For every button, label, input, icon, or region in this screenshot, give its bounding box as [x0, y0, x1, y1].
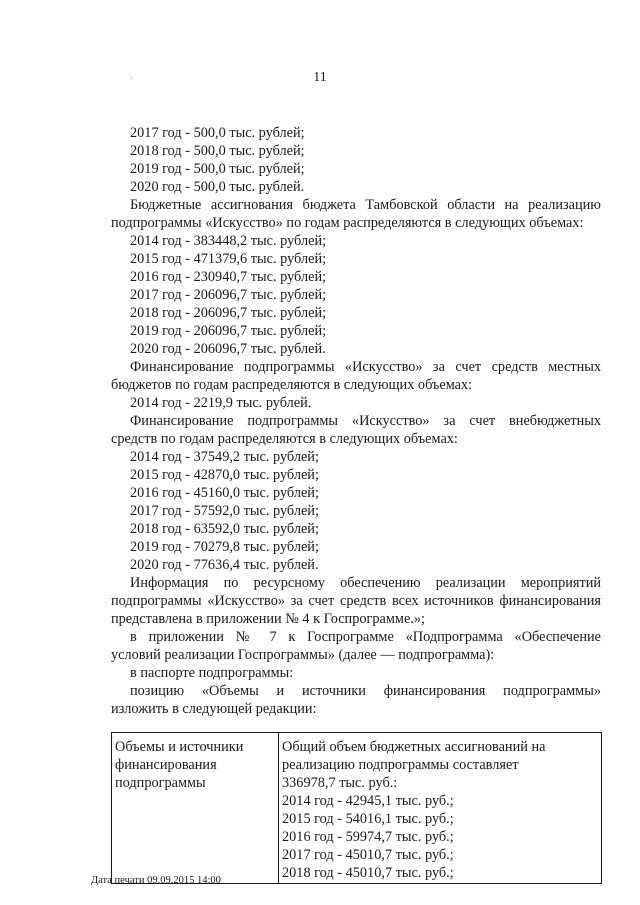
funding-line: 2019 год - 500,0 тыс. рублей;: [130, 161, 305, 177]
paragraph-line: средств по годам распределяются в следующих объемах:: [111, 431, 458, 447]
scan-mark: ·: [130, 74, 133, 83]
funding-line: 2018 год - 500,0 тыс. рублей;: [130, 143, 305, 159]
funding-line: 2014 год - 2219,9 тыс. рублей.: [130, 395, 312, 411]
table-label-line: подпрограммы: [115, 775, 206, 791]
table-value-line: 2014 год - 42945,1 тыс. руб.;: [282, 793, 454, 809]
table-value-line: 2018 год - 45010,7 тыс. руб.;: [282, 865, 454, 881]
funding-line: 2016 год - 230940,7 тыс. рублей;: [130, 269, 327, 285]
paragraph-line: Финансирование подпрограммы «Искусство» за счет внебюджетных: [130, 413, 601, 429]
paragraph-line: позицию «Объемы и источники финансирования подпрограммы»: [130, 683, 601, 699]
paragraph-line: условий реализации Госпрограммы» (далее — подпрограмма):: [111, 647, 495, 663]
paragraph-line: Финансирование подпрограммы «Искусство» за счет средств местных: [130, 359, 601, 375]
table-label-line: Объемы и источники: [115, 739, 244, 755]
funding-line: 2014 год - 383448,2 тыс. рублей;: [130, 233, 327, 249]
table-value-line: Общий объем бюджетных ассигнований на: [282, 739, 546, 755]
funding-line: 2020 год - 206096,7 тыс. рублей.: [130, 341, 326, 357]
funding-list-top: [111, 124, 601, 196]
funding-line: 2016 год - 45160,0 тыс. рублей;: [130, 485, 319, 501]
paragraph-extra-budget: [111, 412, 601, 448]
table-value-line: 2015 год - 54016,1 тыс. руб.;: [282, 811, 454, 827]
document-body: [111, 124, 601, 884]
paragraph-appendix-7: [111, 628, 601, 664]
table-row: [112, 733, 602, 884]
paragraph-line: Бюджетные ассигнования бюджета Тамбовской области на реализацию: [130, 197, 601, 213]
paragraph-position: [111, 682, 601, 718]
paragraph-line: бюджетов по годам распределяются в следующих объемах:: [111, 377, 473, 393]
funding-line: 2015 год - 42870,0 тыс. рублей;: [130, 467, 319, 483]
table-value-line: 336978,7 тыс. руб.:: [282, 775, 398, 791]
paragraph-line: в приложении № 7 к Госпрограмме «Подпрограмма «Обеспечение: [130, 629, 601, 645]
table-value-line: 2017 год - 45010,7 тыс. руб.;: [282, 847, 454, 863]
paragraph-line: представлена в приложении № 4 к Госпрограмме.»;: [111, 611, 425, 627]
paragraph-resource-info: [111, 574, 601, 628]
table-value-line: реализацию подпрограммы составляет: [282, 757, 519, 773]
page-number: 11: [313, 70, 327, 85]
funding-line: 2019 год - 206096,7 тыс. рублей;: [130, 323, 327, 339]
paragraph-line: изложить в следующей редакции:: [111, 701, 317, 717]
funding-line: 2017 год - 206096,7 тыс. рублей;: [130, 287, 327, 303]
paragraph-line: подпрограммы «Искусство» за счет средств всех источников финансирования: [111, 593, 601, 609]
table-label-line: финансирования: [115, 757, 217, 773]
funding-line: 2015 год - 471379,6 тыс. рублей;: [130, 251, 327, 267]
table-value-line: 2016 год - 59974,7 тыс. руб.;: [282, 829, 454, 845]
funding-list-extra: [111, 448, 601, 574]
paragraph-local-budget: [111, 358, 601, 394]
funding-list-local: [111, 394, 601, 412]
funding-line: 2017 год - 500,0 тыс. рублей;: [130, 125, 305, 141]
funding-line: 2014 год - 37549,2 тыс. рублей;: [130, 449, 319, 465]
table-value-cell: [279, 733, 602, 884]
table-label-cell: [112, 733, 279, 884]
funding-line: 2018 год - 206096,7 тыс. рублей;: [130, 305, 327, 321]
funding-list-regional: [111, 232, 601, 358]
paragraph-passport: в паспорте подпрограммы:: [130, 665, 294, 681]
funding-line: 2017 год - 57592,0 тыс. рублей;: [130, 503, 319, 519]
paragraph-line: Информация по ресурсному обеспечению реализации мероприятий: [130, 575, 601, 591]
print-date-footer: Дата печати 09.09.2015 14:00: [91, 875, 221, 886]
funding-line: 2020 год - 500,0 тыс. рублей.: [130, 179, 305, 195]
paragraph-regional-budget: [111, 196, 601, 232]
paragraph-line: подпрограммы «Искусство» по годам распределяются в следующих объемах:: [111, 215, 584, 231]
funding-line: 2018 год - 63592,0 тыс. рублей;: [130, 521, 319, 537]
funding-line: 2019 год - 70279,8 тыс. рублей;: [130, 539, 319, 555]
funding-line: 2020 год - 77636,4 тыс. рублей.: [130, 557, 319, 573]
funding-summary-table: [111, 732, 602, 884]
